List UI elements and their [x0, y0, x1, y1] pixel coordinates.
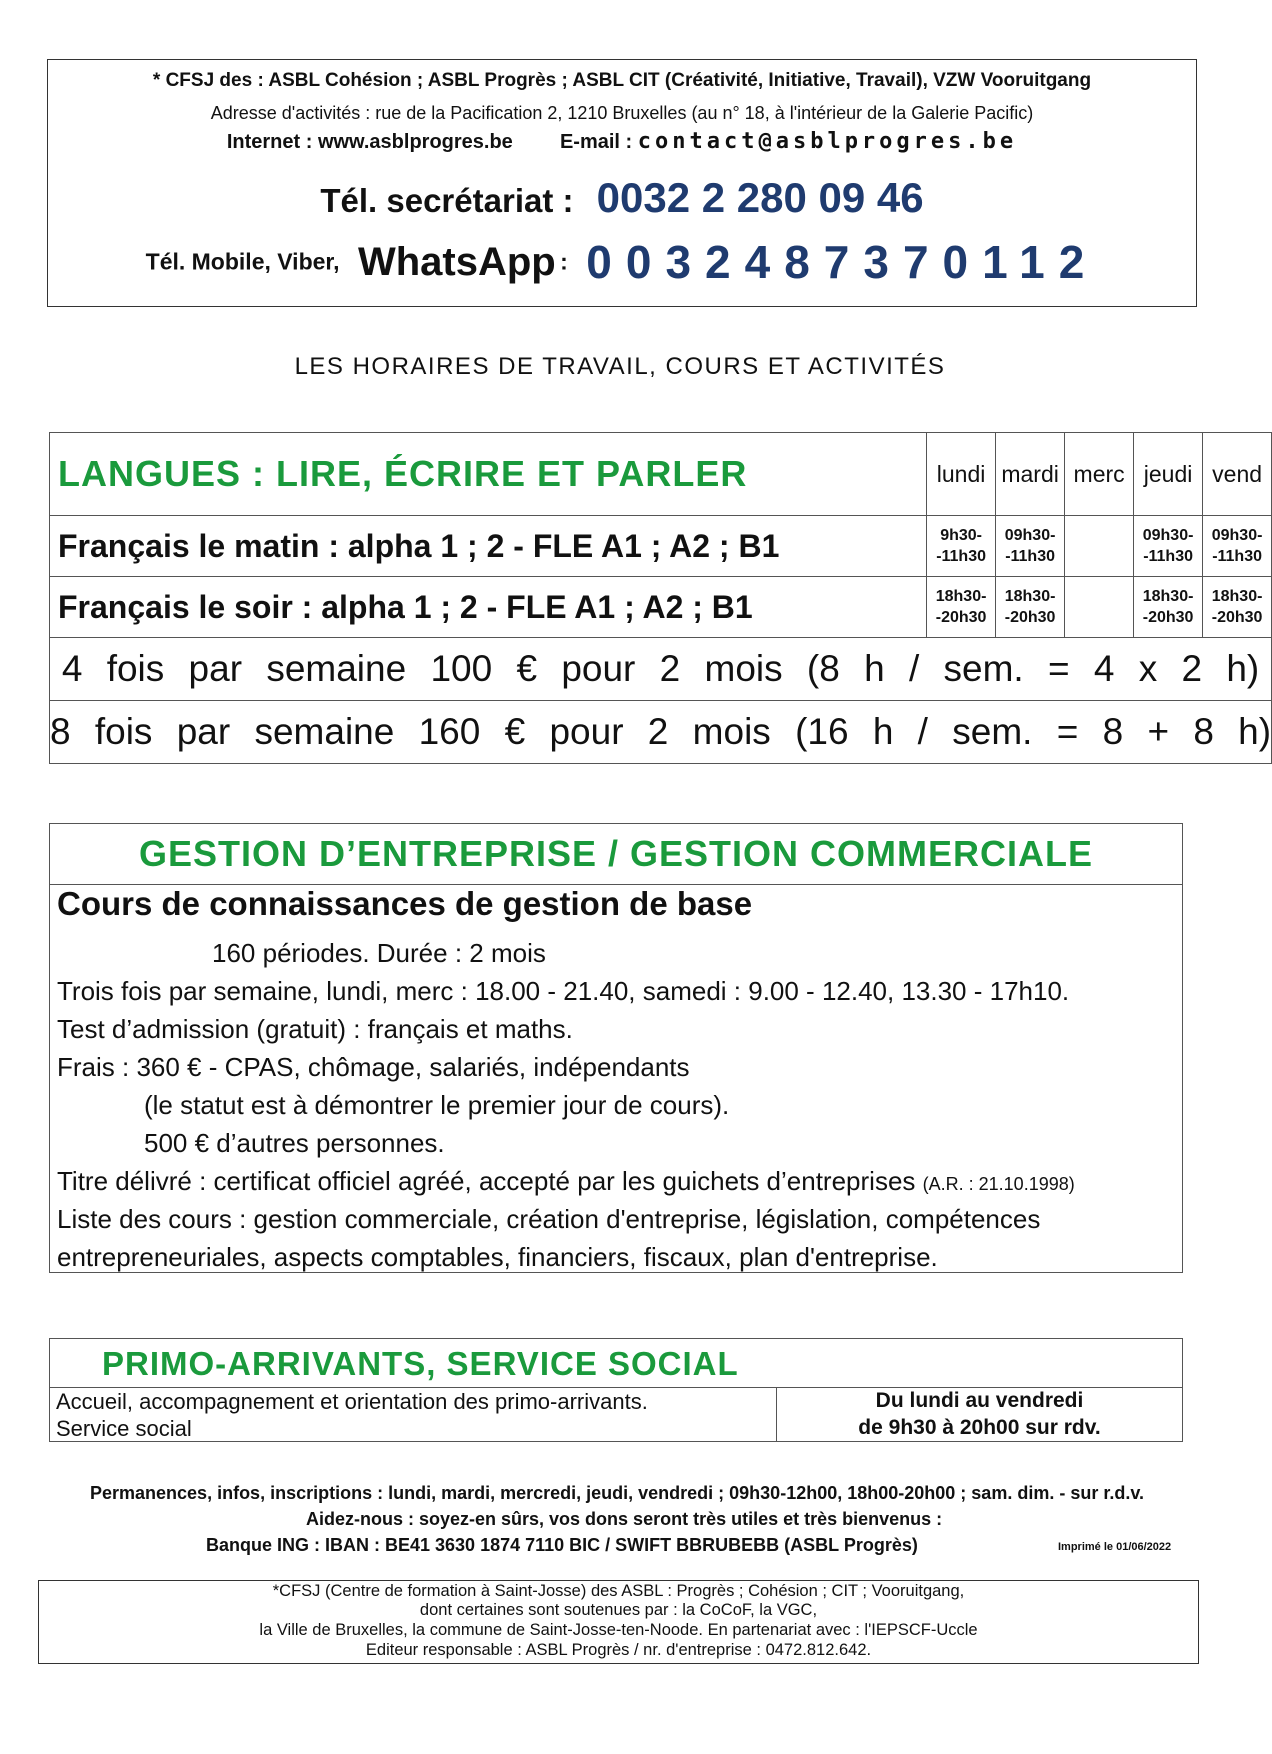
- footer: [38, 1580, 1199, 1664]
- gestion-frais-note: (le statut est à démontrer le premier jour de cours).: [144, 1090, 730, 1120]
- gestion-titre: Titre délivré : certificat officiel agréé, accepté par les guichets d’entreprises (A.R. : 21.10.1998): [57, 1166, 1075, 1196]
- bank-line: Banque ING : IBAN : BE41 3630 1874 7110 BIC / SWIFT BBRUBEBB (ASBL Progrès): [206, 1535, 918, 1555]
- aidez-line: Aidez-nous : soyez-en sûrs, vos dons seront très utiles et très bienvenus :: [306, 1509, 943, 1529]
- email-link[interactable]: contact@asblprogres.be: [637, 129, 1018, 154]
- contact-header: [47, 59, 1197, 307]
- gestion-section: [49, 823, 1183, 1273]
- day-mardi: mardi: [996, 433, 1065, 516]
- time-cell: 09h30- -11h30: [1134, 516, 1203, 577]
- website-link[interactable]: Internet : www.asblprogres.be: [226, 131, 513, 153]
- day-jeudi: jeudi: [1134, 433, 1203, 516]
- table-row: [50, 638, 1272, 701]
- gestion-liste: Liste des cours : gestion commerciale, création d'entreprise, législation, compétences: [57, 1204, 1041, 1234]
- time-cell: 18h30- -20h30: [1203, 577, 1272, 638]
- time-cell: 18h30- -20h30: [1134, 577, 1203, 638]
- time-cell: 09h30- -11h30: [996, 516, 1065, 577]
- price-4x: 4 fois par semaine 100 € pour 2 mois (8 h / sem. = 4 x 2 h): [50, 638, 1272, 701]
- mobile-number[interactable]: 0032487370112: [586, 236, 1099, 288]
- day-vend: vend: [1203, 433, 1272, 516]
- gestion-liste-cont: entrepreneuriales, aspects comptables, financiers, fiscaux, plan d'entreprise.: [57, 1242, 938, 1272]
- phone-number[interactable]: 0032 2 280 09 46: [596, 174, 924, 221]
- primo-title: PRIMO-ARRIVANTS, SERVICE SOCIAL: [102, 1345, 739, 1382]
- web-email-line: [48, 129, 1196, 154]
- mobile-line: [48, 235, 1196, 289]
- gestion-titre-ref: (A.R. : 21.10.1998): [922, 1174, 1075, 1194]
- whatsapp-label: WhatsApp: [357, 239, 556, 284]
- time-cell: 9h30- -11h30: [927, 516, 996, 577]
- footer-line: Editeur responsable : ASBL Progrès / nr. d'entreprise : 0472.812.642.: [365, 1641, 872, 1659]
- gestion-frais: Frais : 360 € - CPAS, chômage, salariés, indépendants: [57, 1052, 690, 1082]
- price-8x: 8 fois par semaine 160 € pour 2 mois (16 h / sem. = 8 + 8 h): [50, 701, 1272, 764]
- course-soir: Français le soir : alpha 1 ; 2 - FLE A1 ; A2 ; B1: [50, 577, 927, 638]
- time-cell: [1065, 577, 1134, 638]
- page-subtitle: LES HORAIRES DE TRAVAIL, COURS ET ACTIVITÉS: [294, 353, 946, 380]
- gestion-periods: 160 périodes. Durée : 2 mois: [212, 938, 546, 968]
- footer-line: *CFSJ (Centre de formation à Saint-Josse) des ASBL : Progrès ; Cohésion ; CIT ; Vooruitgang,: [272, 1582, 965, 1600]
- permanences-line: Permanences, infos, inscriptions : lundi, mardi, mercredi, jeudi, vendredi ; 09h30-12h00, 18h00-20h00 ; sam. dim. - sur r.d.v.: [90, 1483, 1145, 1503]
- email-label: E-mail :: [559, 131, 633, 153]
- primo-section: [49, 1338, 1183, 1442]
- divider: [50, 1387, 1182, 1388]
- mobile-label: Tél. Mobile, Viber,: [145, 248, 340, 275]
- langues-title: LANGUES : LIRE, ÉCRIRE ET PARLER: [50, 433, 927, 516]
- table-row: [50, 701, 1272, 764]
- time-cell: 18h30- -20h30: [996, 577, 1065, 638]
- primo-hours: de 9h30 à 20h00 sur rdv.: [858, 1416, 1101, 1439]
- day-lundi: lundi: [927, 433, 996, 516]
- primo-service: Service social: [56, 1416, 192, 1441]
- mobile-colon: :: [560, 248, 568, 275]
- time-cell: 09h30- -11h30: [1203, 516, 1272, 577]
- gestion-frais-other: 500 € d’autres personnes.: [144, 1128, 445, 1158]
- primo-days: Du lundi au vendredi: [875, 1389, 1084, 1412]
- gestion-schedule: Trois fois par semaine, lundi, merc : 18.00 - 21.40, samedi : 9.00 - 12.40, 13.30 - 17h10.: [57, 976, 1070, 1006]
- primo-accueil: Accueil, accompagnement et orientation des primo-arrivants.: [56, 1389, 648, 1414]
- course-matin: Français le matin : alpha 1 ; 2 - FLE A1 ; A2 ; B1: [50, 516, 927, 577]
- table-row: [50, 516, 1272, 577]
- langues-header-row: [50, 433, 1272, 516]
- table-row: [50, 577, 1272, 638]
- day-merc: merc: [1065, 433, 1134, 516]
- address-line: Adresse d'activités : rue de la Pacification 2, 1210 Bruxelles (au n° 18, à l'intérieur de la Galerie Pacific): [210, 103, 1034, 123]
- gestion-title: GESTION D’ENTREPRISE / GESTION COMMERCIALE: [50, 824, 1182, 885]
- gestion-heading: Cours de connaissances de gestion de base: [57, 885, 753, 922]
- gestion-test: Test d’admission (gratuit) : français et maths.: [57, 1014, 573, 1044]
- footer-line: dont certaines sont soutenues par : la CoCoF, la VGC,: [419, 1601, 818, 1619]
- phone-label: Tél. secrétariat :: [320, 182, 574, 219]
- print-date: Imprimé le 01/06/2022: [1058, 1541, 1172, 1553]
- footer-line: la Ville de Bruxelles, la commune de Saint-Josse-ten-Noode. En partenariat avec : l'IEPSCF-Uccle: [259, 1621, 978, 1639]
- organisations-line: * CFSJ des : ASBL Cohésion ; ASBL Progrès ; ASBL CIT (Créativité, Initiative, Travail), VZW Vooruitgang: [152, 70, 1092, 91]
- time-cell: 18h30- -20h30: [927, 577, 996, 638]
- langues-table: [49, 432, 1272, 764]
- phone-line: [48, 174, 1196, 222]
- time-cell: [1065, 516, 1134, 577]
